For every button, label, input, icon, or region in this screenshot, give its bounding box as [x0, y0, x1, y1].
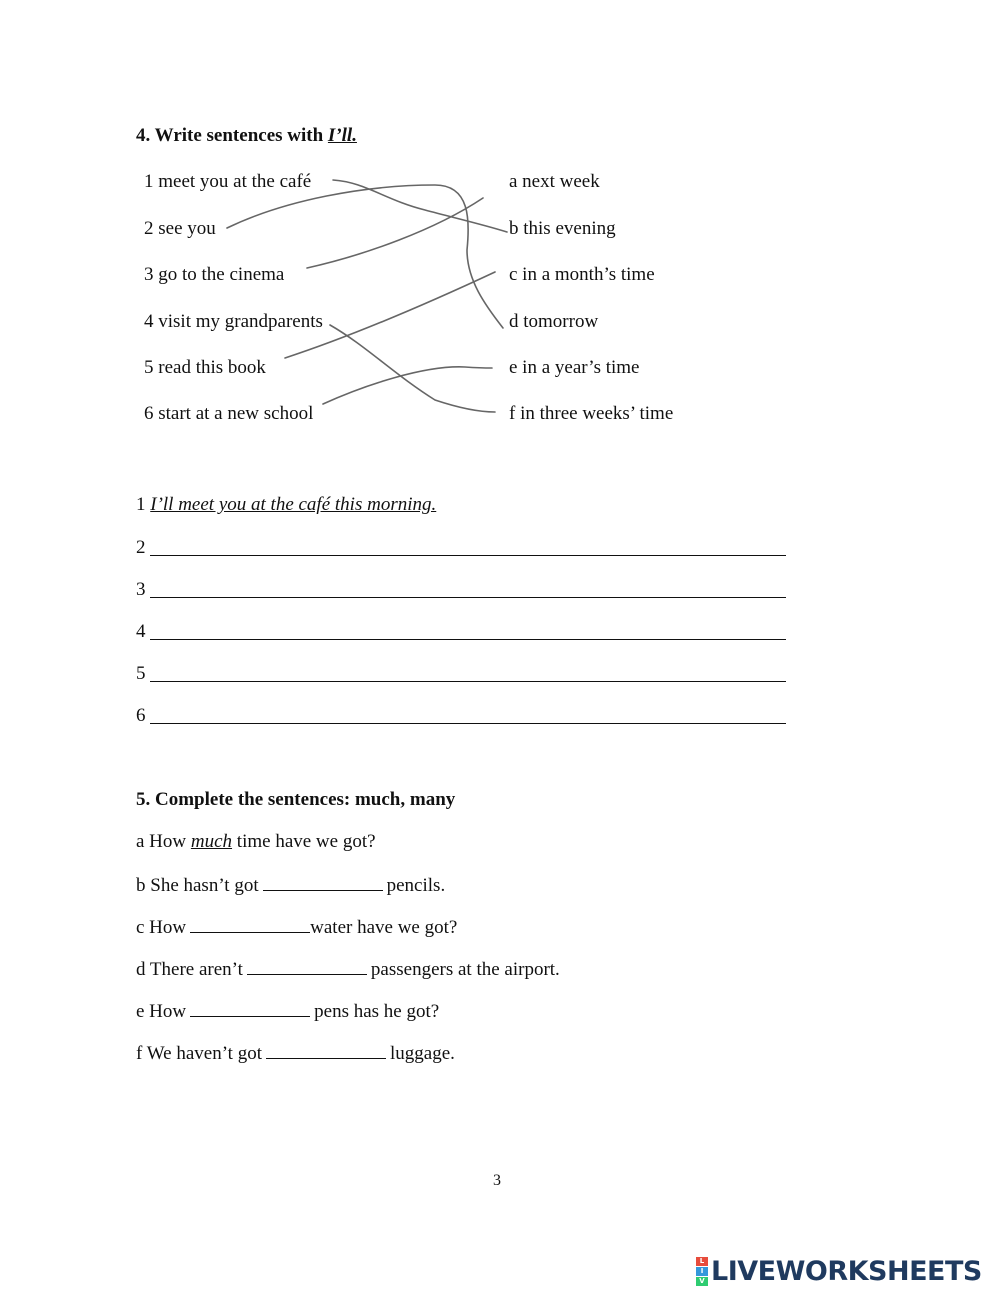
logo-letter-v: V [696, 1277, 708, 1286]
answer-number-3: 3 [136, 579, 146, 600]
right-item-d: d tomorrow [509, 311, 599, 332]
match-line-2-d [227, 185, 503, 328]
sentence-d-start: d There aren’t [136, 959, 243, 980]
sentence-e [136, 1000, 439, 1023]
exercise-4-title-prefix: 4. Write sentences with [136, 125, 328, 146]
example-text: I’ll meet you at the café this morning. [150, 494, 437, 515]
right-item-e: e in a year’s time [509, 357, 640, 378]
sentence-b-blank[interactable] [263, 874, 383, 891]
answer-number-5: 5 [136, 663, 146, 684]
logo-icon [696, 1257, 708, 1286]
left-item-3: 3 go to the cinema [144, 264, 285, 285]
sentence-f-end: luggage. [390, 1043, 455, 1064]
left-item-4: 4 visit my grandparents [144, 311, 323, 332]
sentence-e-end: pens has he got? [314, 1001, 440, 1022]
sentence-f-blank[interactable] [266, 1042, 386, 1059]
match-line-1-b [333, 180, 507, 232]
match-line-6-e [323, 367, 492, 404]
exercise-4-title-emphasis: I’ll. [327, 125, 357, 146]
right-item-f: f in three weeks’ time [509, 403, 674, 424]
sentence-d [136, 958, 560, 981]
sentence-b [136, 874, 445, 897]
logo-letter-l: L [696, 1257, 708, 1266]
sentence-c [136, 916, 457, 939]
answer-line-2[interactable] [150, 555, 786, 556]
answer-number-4: 4 [136, 621, 146, 642]
logo-letter-i: I [696, 1267, 708, 1276]
matching-lines-drawing [135, 160, 515, 430]
right-item-a: a next week [509, 171, 600, 192]
answer-line-4[interactable] [150, 639, 786, 640]
sentence-b-end: pencils. [386, 875, 446, 896]
sentence-d-end: passengers at the airport. [370, 959, 560, 980]
sentence-c-end: water have we got? [310, 917, 458, 938]
answer-number-2: 2 [136, 537, 146, 558]
right-item-b: b this evening [509, 218, 616, 239]
example-answer [136, 494, 436, 516]
sentence-f-start: f We haven’t got [136, 1043, 262, 1064]
match-line-3-a [307, 198, 483, 268]
sentence-c-blank[interactable] [190, 916, 310, 933]
right-item-c: c in a month’s time [509, 264, 655, 285]
sentence-a [136, 831, 376, 853]
exercise-4-title [136, 125, 357, 147]
page-number: 3 [493, 1172, 501, 1189]
sentence-b-start: b She hasn’t got [136, 875, 259, 896]
match-line-4-f [330, 325, 495, 412]
exercise-5-title: 5. Complete the sentences: much, many [136, 789, 456, 810]
left-item-2: 2 see you [144, 218, 216, 239]
answer-number-6: 6 [136, 705, 146, 726]
sentence-d-blank[interactable] [247, 958, 367, 975]
logo-text: LIVEWORKSHEETS [711, 1255, 982, 1287]
answer-line-3[interactable] [150, 597, 786, 598]
sentence-a-answer: much [190, 831, 233, 852]
sentence-f [136, 1042, 455, 1065]
answer-line-6[interactable] [150, 723, 786, 724]
left-item-1: 1 meet you at the café [144, 171, 312, 192]
left-item-5: 5 read this book [144, 357, 266, 378]
left-item-6: 6 start at a new school [144, 403, 314, 424]
liveworksheets-logo[interactable] [696, 1256, 982, 1286]
example-number: 1 [136, 494, 146, 515]
sentence-e-start: e How [136, 1001, 187, 1022]
sentence-a-start: a How [136, 831, 191, 852]
answer-line-5[interactable] [150, 681, 786, 682]
sentence-a-end: time have we got? [232, 831, 376, 852]
sentence-e-blank[interactable] [190, 1000, 310, 1017]
sentence-c-start: c How [136, 917, 187, 938]
